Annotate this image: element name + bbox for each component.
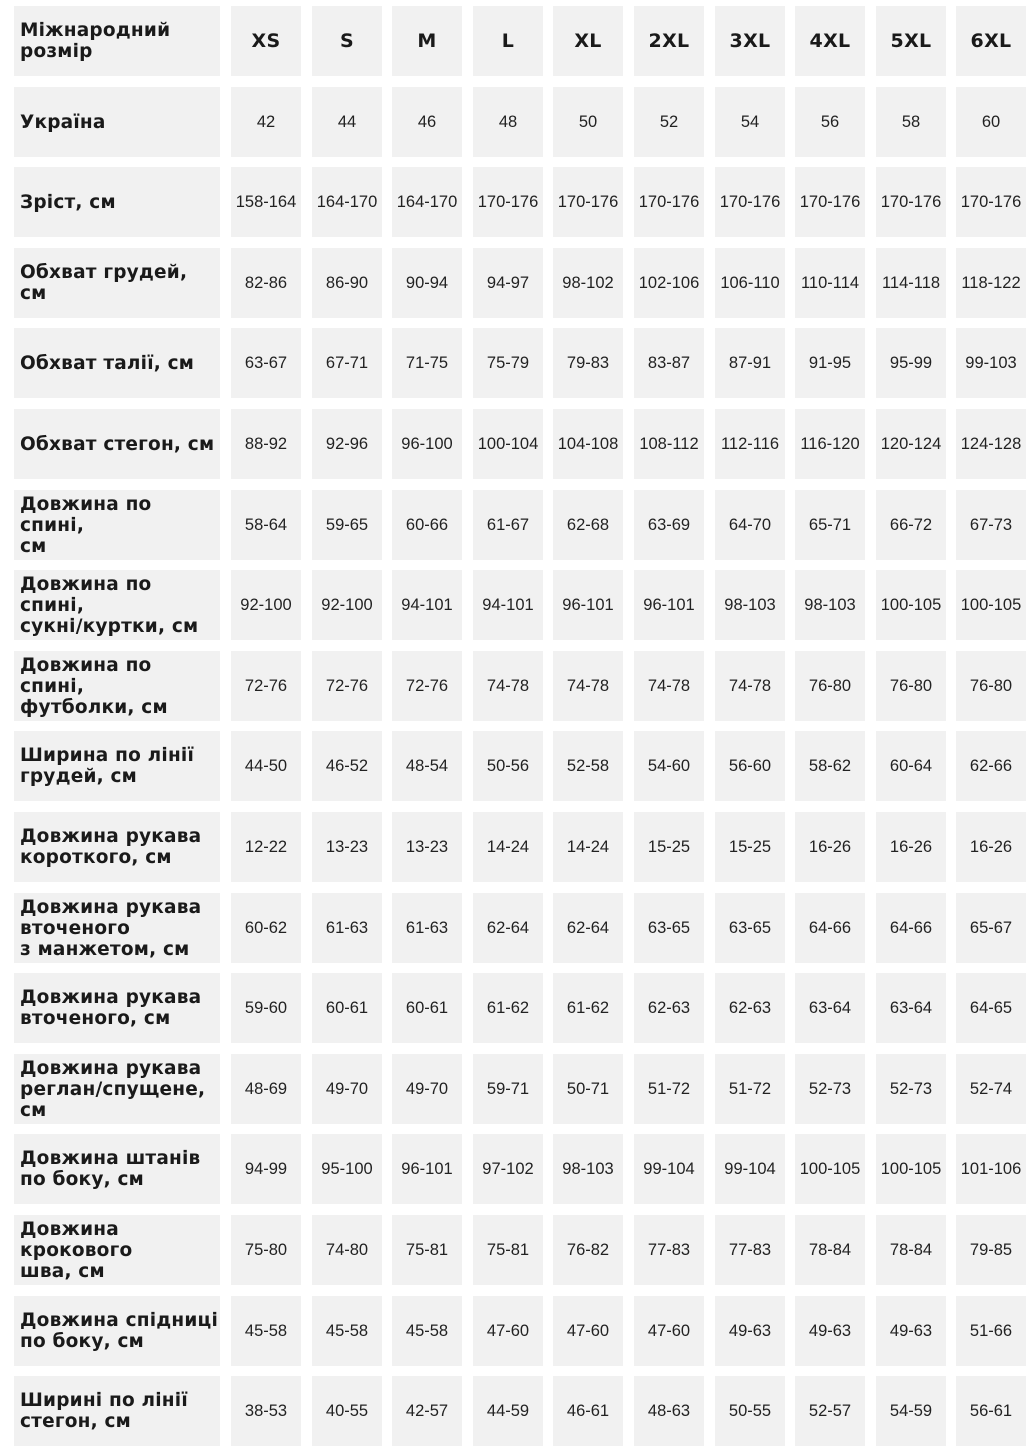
table-cell: 110-114	[795, 248, 865, 318]
table-cell: 58-64	[231, 490, 301, 560]
table-cell: 99-104	[634, 1134, 704, 1204]
table-cell: 63-64	[876, 973, 946, 1043]
table-cell: 46-61	[553, 1376, 623, 1446]
table-cell: 49-63	[715, 1296, 785, 1366]
table-cell: 38-53	[231, 1376, 301, 1446]
table-cell: 62-63	[634, 973, 704, 1043]
table-cell: 75-80	[231, 1215, 301, 1285]
table-cell: 77-83	[715, 1215, 785, 1285]
row-label: Зріст, см	[14, 167, 220, 237]
table-cell: 50-71	[553, 1054, 623, 1124]
table-cell: 52-73	[795, 1054, 865, 1124]
table-cell: 67-73	[956, 490, 1026, 560]
table-cell: 95-99	[876, 328, 946, 398]
table-cell: 48-69	[231, 1054, 301, 1124]
table-cell: 62-63	[715, 973, 785, 1043]
table-cell: 56	[795, 87, 865, 157]
table-cell: 46	[392, 87, 462, 157]
row-label: Україна	[14, 87, 220, 157]
table-cell: 14-24	[473, 812, 543, 882]
table-cell: 72-76	[312, 651, 382, 721]
table-cell: 90-94	[392, 248, 462, 318]
table-cell: 74-78	[473, 651, 543, 721]
table-cell: 16-26	[876, 812, 946, 882]
table-cell: 76-80	[956, 651, 1026, 721]
table-cell: 61-63	[392, 893, 462, 963]
table-cell: 51-72	[634, 1054, 704, 1124]
table-cell: 60-61	[392, 973, 462, 1043]
row-label: Довжина рукава вточеного з манжетом, см	[14, 893, 220, 963]
table-cell: 92-96	[312, 409, 382, 479]
table-cell: 65-67	[956, 893, 1026, 963]
table-cell: 45-58	[231, 1296, 301, 1366]
table-cell: 62-64	[553, 893, 623, 963]
row-label: Довжина крокового шва, см	[14, 1215, 220, 1285]
table-cell: 74-78	[715, 651, 785, 721]
table-cell: 112-116	[715, 409, 785, 479]
table-cell: 72-76	[392, 651, 462, 721]
table-cell: 170-176	[715, 167, 785, 237]
table-cell: 94-101	[392, 570, 462, 640]
table-cell: 78-84	[795, 1215, 865, 1285]
table-cell: 64-66	[876, 893, 946, 963]
table-cell: 12-22	[231, 812, 301, 882]
header-label: Міжнародний розмір	[14, 6, 220, 76]
table-cell: 116-120	[795, 409, 865, 479]
table-cell: 78-84	[876, 1215, 946, 1285]
table-cell: 16-26	[956, 812, 1026, 882]
table-cell: 59-65	[312, 490, 382, 560]
table-cell: 96-101	[392, 1134, 462, 1204]
table-cell: 100-105	[876, 570, 946, 640]
row-label: Довжина по спині, футболки, см	[14, 651, 220, 721]
table-cell: 61-62	[473, 973, 543, 1043]
table-cell: 170-176	[634, 167, 704, 237]
table-cell: 102-106	[634, 248, 704, 318]
table-cell: 64-65	[956, 973, 1026, 1043]
table-cell: 46-52	[312, 731, 382, 801]
table-cell: 79-85	[956, 1215, 1026, 1285]
table-cell: 100-105	[956, 570, 1026, 640]
row-label: Довжина по спині, см	[14, 490, 220, 560]
table-cell: 61-67	[473, 490, 543, 560]
table-cell: 118-122	[956, 248, 1026, 318]
table-cell: 60-61	[312, 973, 382, 1043]
table-cell: 92-100	[312, 570, 382, 640]
table-cell: 86-90	[312, 248, 382, 318]
table-cell: 61-63	[312, 893, 382, 963]
table-cell: 96-100	[392, 409, 462, 479]
table-cell: 58	[876, 87, 946, 157]
table-cell: 92-100	[231, 570, 301, 640]
table-cell: 76-80	[876, 651, 946, 721]
table-cell: 164-170	[312, 167, 382, 237]
table-cell: 67-71	[312, 328, 382, 398]
size-header-xs: XS	[231, 6, 301, 76]
table-cell: 94-97	[473, 248, 543, 318]
table-cell: 79-83	[553, 328, 623, 398]
table-cell: 64-70	[715, 490, 785, 560]
table-cell: 91-95	[795, 328, 865, 398]
table-cell: 170-176	[553, 167, 623, 237]
size-header-5xl: 5XL	[876, 6, 946, 76]
table-cell: 94-99	[231, 1134, 301, 1204]
table-cell: 54-59	[876, 1376, 946, 1446]
table-cell: 74-78	[634, 651, 704, 721]
table-cell: 59-71	[473, 1054, 543, 1124]
table-cell: 54	[715, 87, 785, 157]
table-cell: 87-91	[715, 328, 785, 398]
table-cell: 44-50	[231, 731, 301, 801]
table-cell: 100-105	[876, 1134, 946, 1204]
table-cell: 40-55	[312, 1376, 382, 1446]
size-header-4xl: 4XL	[795, 6, 865, 76]
table-cell: 47-60	[553, 1296, 623, 1366]
table-cell: 62-64	[473, 893, 543, 963]
row-label: Обхват талії, см	[14, 328, 220, 398]
table-cell: 120-124	[876, 409, 946, 479]
size-header-s: S	[312, 6, 382, 76]
table-cell: 94-101	[473, 570, 543, 640]
table-cell: 100-105	[795, 1134, 865, 1204]
table-cell: 97-102	[473, 1134, 543, 1204]
table-cell: 96-101	[634, 570, 704, 640]
table-cell: 63-69	[634, 490, 704, 560]
table-cell: 82-86	[231, 248, 301, 318]
table-cell: 75-81	[392, 1215, 462, 1285]
table-cell: 65-71	[795, 490, 865, 560]
table-cell: 51-66	[956, 1296, 1026, 1366]
table-cell: 52	[634, 87, 704, 157]
table-cell: 45-58	[312, 1296, 382, 1366]
size-header-3xl: 3XL	[715, 6, 785, 76]
table-cell: 56-61	[956, 1376, 1026, 1446]
table-cell: 62-68	[553, 490, 623, 560]
row-label: Ширині по лінії стегон, см	[14, 1376, 220, 1446]
table-cell: 47-60	[473, 1296, 543, 1366]
table-cell: 42	[231, 87, 301, 157]
table-cell: 61-62	[553, 973, 623, 1043]
table-cell: 99-103	[956, 328, 1026, 398]
table-cell: 62-66	[956, 731, 1026, 801]
table-cell: 108-112	[634, 409, 704, 479]
table-cell: 60	[956, 87, 1026, 157]
table-cell: 49-63	[876, 1296, 946, 1366]
size-header-xl: XL	[553, 6, 623, 76]
table-cell: 63-67	[231, 328, 301, 398]
table-cell: 170-176	[876, 167, 946, 237]
table-cell: 76-80	[795, 651, 865, 721]
table-cell: 63-65	[715, 893, 785, 963]
table-cell: 42-57	[392, 1376, 462, 1446]
table-cell: 63-65	[634, 893, 704, 963]
table-cell: 98-103	[795, 570, 865, 640]
table-cell: 60-62	[231, 893, 301, 963]
table-cell: 50-55	[715, 1376, 785, 1446]
table-cell: 49-63	[795, 1296, 865, 1366]
table-cell: 170-176	[956, 167, 1026, 237]
row-label: Довжина рукава короткого, см	[14, 812, 220, 882]
table-cell: 71-75	[392, 328, 462, 398]
table-cell: 124-128	[956, 409, 1026, 479]
table-cell: 44	[312, 87, 382, 157]
row-label: Довжина по спині, сукні/куртки, см	[14, 570, 220, 640]
table-cell: 74-78	[553, 651, 623, 721]
table-cell: 44-59	[473, 1376, 543, 1446]
table-cell: 56-60	[715, 731, 785, 801]
table-cell: 45-58	[392, 1296, 462, 1366]
table-cell: 114-118	[876, 248, 946, 318]
table-cell: 13-23	[392, 812, 462, 882]
row-label: Довжина рукава вточеного, см	[14, 973, 220, 1043]
table-cell: 48-63	[634, 1376, 704, 1446]
table-cell: 98-102	[553, 248, 623, 318]
table-cell: 96-101	[553, 570, 623, 640]
table-cell: 66-72	[876, 490, 946, 560]
table-cell: 15-25	[634, 812, 704, 882]
size-header-2xl: 2XL	[634, 6, 704, 76]
table-cell: 52-58	[553, 731, 623, 801]
table-cell: 95-100	[312, 1134, 382, 1204]
table-cell: 15-25	[715, 812, 785, 882]
table-cell: 106-110	[715, 248, 785, 318]
row-label: Обхват стегон, см	[14, 409, 220, 479]
table-cell: 52-57	[795, 1376, 865, 1446]
table-cell: 72-76	[231, 651, 301, 721]
table-cell: 98-103	[553, 1134, 623, 1204]
table-cell: 83-87	[634, 328, 704, 398]
table-cell: 50	[553, 87, 623, 157]
table-cell: 170-176	[473, 167, 543, 237]
table-cell: 49-70	[312, 1054, 382, 1124]
row-label: Довжина штанів по боку, см	[14, 1134, 220, 1204]
table-cell: 104-108	[553, 409, 623, 479]
table-cell: 101-106	[956, 1134, 1026, 1204]
table-cell: 48-54	[392, 731, 462, 801]
table-cell: 13-23	[312, 812, 382, 882]
table-cell: 98-103	[715, 570, 785, 640]
table-cell: 170-176	[795, 167, 865, 237]
table-cell: 75-81	[473, 1215, 543, 1285]
row-label: Довжина рукава реглан/спущене, см	[14, 1054, 220, 1124]
table-cell: 60-64	[876, 731, 946, 801]
table-cell: 14-24	[553, 812, 623, 882]
size-header-l: L	[473, 6, 543, 76]
table-cell: 99-104	[715, 1134, 785, 1204]
table-cell: 158-164	[231, 167, 301, 237]
table-cell: 50-56	[473, 731, 543, 801]
table-cell: 52-74	[956, 1054, 1026, 1124]
size-header-m: M	[392, 6, 462, 76]
table-cell: 74-80	[312, 1215, 382, 1285]
table-cell: 49-70	[392, 1054, 462, 1124]
table-cell: 16-26	[795, 812, 865, 882]
table-cell: 54-60	[634, 731, 704, 801]
table-cell: 164-170	[392, 167, 462, 237]
table-cell: 75-79	[473, 328, 543, 398]
table-cell: 58-62	[795, 731, 865, 801]
table-cell: 100-104	[473, 409, 543, 479]
row-label: Ширина по лінії грудей, см	[14, 731, 220, 801]
table-cell: 59-60	[231, 973, 301, 1043]
table-cell: 63-64	[795, 973, 865, 1043]
row-label: Довжина спідниці по боку, см	[14, 1296, 220, 1366]
table-cell: 48	[473, 87, 543, 157]
table-cell: 47-60	[634, 1296, 704, 1366]
table-cell: 77-83	[634, 1215, 704, 1285]
table-cell: 88-92	[231, 409, 301, 479]
table-cell: 51-72	[715, 1054, 785, 1124]
size-header-6xl: 6XL	[956, 6, 1026, 76]
row-label: Обхват грудей, см	[14, 248, 220, 318]
table-cell: 76-82	[553, 1215, 623, 1285]
table-cell: 60-66	[392, 490, 462, 560]
table-cell: 64-66	[795, 893, 865, 963]
table-cell: 52-73	[876, 1054, 946, 1124]
